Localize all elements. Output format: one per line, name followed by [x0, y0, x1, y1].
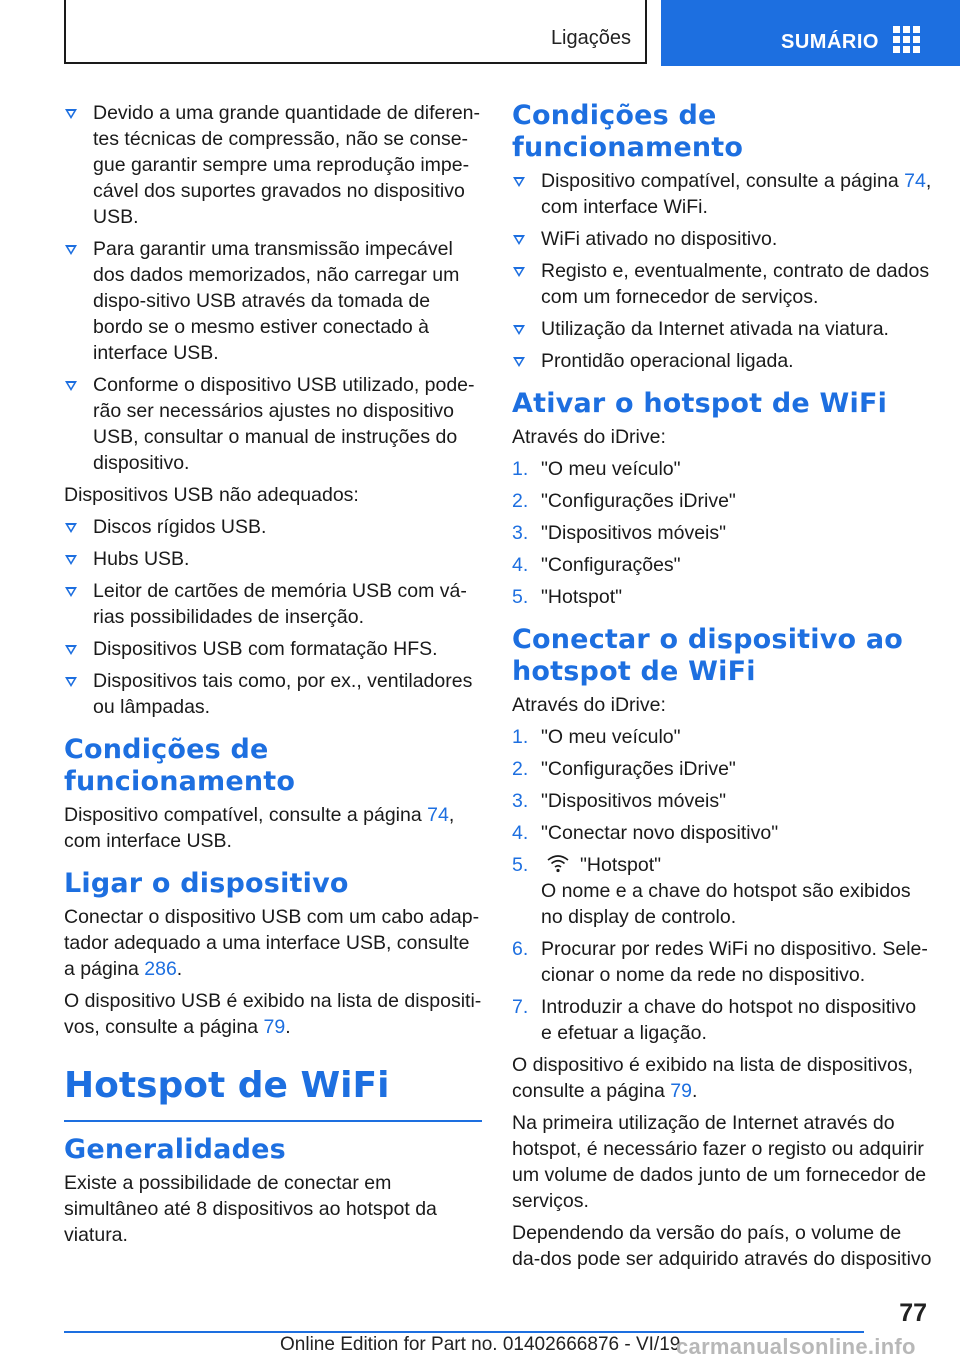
step-number: 5.: [512, 854, 529, 876]
step-item: 6. Procurar por redes WiFi no dispositivo. Sele-cionar o nome da rede no dispositivo.: [512, 938, 928, 986]
connect-hotspot-heading: Conectar o dispositivo ao hotspot de WiFi: [512, 624, 904, 687]
section-divider: [64, 1120, 482, 1122]
list-item: Registo e, eventualmente, contrato de dados com um fornecedor de serviços.: [512, 258, 932, 310]
list-item: Discos rígidos USB.: [64, 514, 482, 540]
unsuitable-devices-list: [64, 514, 482, 720]
wifi-icon: [546, 853, 570, 873]
step-item: 3. "Dispositivos móveis": [512, 790, 727, 812]
step-number: 5.: [512, 586, 529, 608]
triangle-down-icon: [513, 177, 525, 187]
step-item: 3. "Dispositivos móveis": [512, 522, 727, 544]
country-text: Dependendo da versão do país, o volume de da-dos pode ser adquirido através do dispositivo: [512, 1222, 932, 1270]
activate-intro: Através do iDrive:: [512, 426, 666, 448]
list-item: Leitor de cartões de memória USB com vá-rias possibilidades de inserção.: [64, 578, 482, 630]
triangle-down-icon: [65, 245, 77, 255]
step-item: 1. "O meu veículo": [512, 726, 681, 748]
list-item: Conforme o dispositivo USB utilizado, pode-rão ser necessários ajustes no dispositivo USB, consultar o manual de instruções do dispositivo.: [64, 372, 482, 476]
page-number: 77: [899, 1299, 927, 1327]
connect-intro: Através do iDrive:: [512, 694, 666, 716]
step-note: O nome e a chave do hotspot são exibidos no display de controlo.: [541, 880, 911, 928]
triangle-down-icon: [513, 357, 525, 367]
hotspot-section-title: Hotspot de WiFi: [64, 1065, 390, 1106]
step-number: 3.: [512, 790, 529, 812]
triangle-down-icon: [513, 267, 525, 277]
step-item: 4. "Configurações": [512, 554, 681, 576]
step-item: 5. "Hotspot": [512, 586, 623, 608]
list-item: Hubs USB.: [64, 546, 482, 572]
list-item: Dispositivos tais como, por ex., ventiladores ou lâmpadas.: [64, 668, 482, 720]
step-number: 7.: [512, 996, 529, 1018]
step-item: 5. "Hotspot" O nome e a chave do hotspot são exibidos no display de controlo.: [512, 854, 911, 928]
usb-notes-list: [64, 100, 482, 476]
step-item: 1. "O meu veículo": [512, 458, 681, 480]
triangle-down-icon: [65, 677, 77, 687]
page-header: [0, 0, 960, 66]
chapter-title: Ligações: [64, 0, 647, 64]
list-item: Utilização da Internet ativada na viatura.: [512, 316, 932, 342]
page-link-74[interactable]: 74: [427, 804, 449, 826]
step-number: 2.: [512, 490, 529, 512]
device-shown-text: O dispositivo é exibido na lista de dispositivos, consulte a página 79.: [512, 1054, 914, 1102]
list-item: Para garantir uma transmissão impecável dos dados memorizados, não carregar um dispo-sitivo USB através da tomada de bordo se o mesmo estiver conectado à interface USB.: [64, 236, 482, 366]
summary-label: SUMÁRIO: [781, 31, 879, 53]
grid-icon: [893, 26, 920, 53]
connect-device-text: Conectar o dispositivo USB com um cabo adap-tador adequado a uma interface USB, consulte a página 286.: [64, 906, 480, 980]
step-number: 3.: [512, 522, 529, 544]
step-item: 2. "Configurações iDrive": [512, 758, 736, 780]
watermark: carmanualsonline.info: [676, 1334, 916, 1359]
list-item: Dispositivos USB com formatação HFS.: [64, 636, 482, 662]
page-link-79[interactable]: 79: [263, 1016, 286, 1038]
footer-divider: [64, 1331, 864, 1333]
step-number: 1.: [512, 726, 529, 748]
step-number: 4.: [512, 822, 529, 844]
list-item: Prontidão operacional ligada.: [512, 348, 932, 374]
triangle-down-icon: [65, 555, 77, 565]
first-use-text: Na primeira utilização de Internet através do hotspot, é necessário fazer o registo ou adquirir um volume de dados junto de um fornecedor de serviços.: [512, 1112, 927, 1212]
general-text: Existe a possibilidade de conectar em simultâneo até 8 dispositivos ao hotspot da viatura.: [64, 1172, 437, 1246]
triangle-down-icon: [65, 109, 77, 119]
edition-text: Online Edition for Part no. 01402666876 - VI/19: [280, 1334, 681, 1355]
summary-button[interactable]: [661, 0, 960, 66]
triangle-down-icon: [513, 235, 525, 245]
step-item: 7. Introduzir a chave do hotspot no dispositivo e efetuar a ligação.: [512, 996, 917, 1044]
step-number: 6.: [512, 938, 529, 960]
triangle-down-icon: [65, 523, 77, 533]
activate-steps: [512, 456, 932, 610]
step-item: 4. "Conectar novo dispositivo": [512, 822, 779, 844]
usb-shown-text: O dispositivo USB é exibido na lista de dispositi-vos, consulte a página 79.: [64, 990, 482, 1038]
triangle-down-icon: [513, 325, 525, 335]
left-column: [64, 100, 482, 1254]
connect-steps: [512, 724, 932, 1046]
step-number: 1.: [512, 458, 529, 480]
usb-conditions-text: Dispositivo compatível, consulte a página 74, com interface USB.: [64, 804, 455, 852]
step-number: 2.: [512, 758, 529, 780]
unsuitable-intro: Dispositivos USB não adequados:: [64, 484, 359, 506]
usb-conditions-heading: Condições de funcionamento: [64, 734, 296, 797]
step-number: 4.: [512, 554, 529, 576]
list-item: Devido a uma grande quantidade de diferen-tes técnicas de compressão, não se conse-gue garantir sempre uma reprodução impe-cável dos suportes gravados no dispositivo USB.: [64, 100, 482, 230]
page-link-79[interactable]: 79: [670, 1080, 692, 1102]
wifi-conditions-heading: Condições de funcionamento: [512, 100, 744, 163]
general-heading: Generalidades: [64, 1134, 286, 1165]
wifi-conditions-list: [512, 168, 932, 374]
list-item: Dispositivo compatível, consulte a página 74, com interface WiFi.: [512, 168, 932, 220]
right-column: [512, 100, 932, 1278]
triangle-down-icon: [65, 587, 77, 597]
activate-hotspot-heading: Ativar o hotspot de WiFi: [512, 388, 888, 419]
page-link-286[interactable]: 286: [144, 958, 177, 980]
list-item: WiFi ativado no dispositivo.: [512, 226, 932, 252]
page-link-74[interactable]: 74: [904, 170, 926, 192]
step-item: 2. "Configurações iDrive": [512, 490, 736, 512]
connect-device-heading: Ligar o dispositivo: [64, 868, 349, 899]
triangle-down-icon: [65, 645, 77, 655]
triangle-down-icon: [65, 381, 77, 391]
